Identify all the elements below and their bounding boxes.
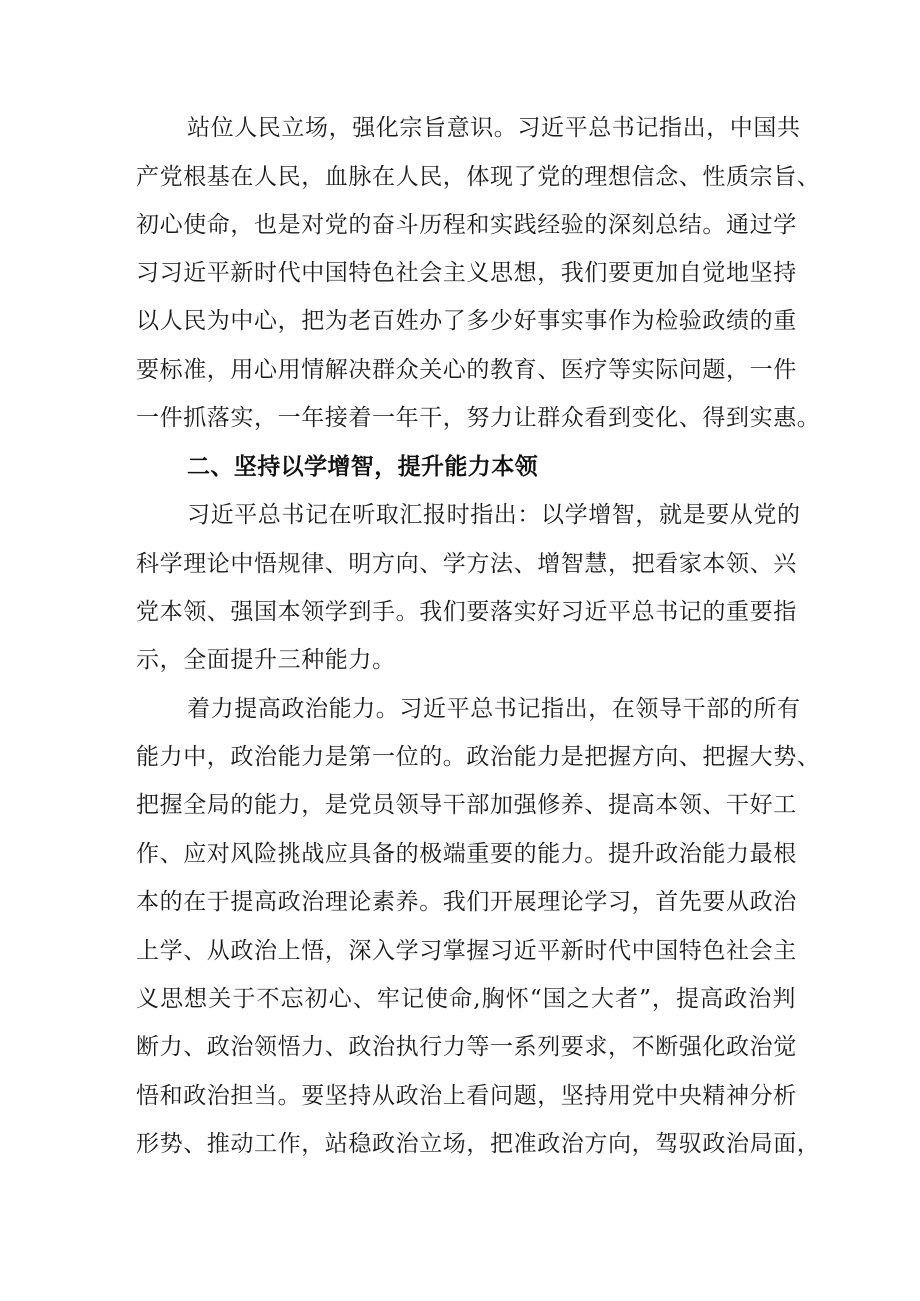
paragraph-line: 悟和政治担当。要坚持从政治上看问题，坚持用党中央精神分析 (136, 1083, 797, 1109)
paragraph-line: 本的在于提高政治理论素养。我们开展理论学习，首先要从政治 (136, 889, 797, 915)
paragraph-line: 习习近平新时代中国特色社会主义思想，我们要更加自觉地坚持 (136, 260, 797, 286)
paragraph-line: 一件抓落实，一年接着一年干，努力让群众看到变化、得到实惠。 (136, 405, 821, 431)
paragraph-line: 站位人民立场，强化宗旨意识。习近平总书记指出，中国共 (187, 115, 801, 141)
paragraph-line: 断力、政治领悟力、政治执行力等一系列要求，不断强化政治觉 (136, 1034, 797, 1060)
paragraph-line: 产党根基在人民，血脉在人民，体现了党的理想信念、性质宗旨、 (136, 164, 821, 190)
paragraph-line: 要标准，用心用情解决群众关心的教育、医疗等实际问题，一件 (136, 357, 797, 383)
paragraph-line: 作、应对风险挑战应具备的极端重要的能力。提升政治能力最根 (136, 841, 797, 867)
paragraph-line: 以人民为中心，把为老百姓办了多少好事实事作为检验政绩的重 (136, 308, 797, 334)
paragraph-line: 着力提高政治能力。习近平总书记指出，在领导干部的所有 (187, 696, 801, 722)
paragraph-line: 科学理论中悟规律、明方向、学方法、增智慧，把看家本领、兴 (136, 551, 797, 577)
paragraph-line: 初心使命，也是对党的奋斗历程和实践经验的深刻总结。通过学 (136, 212, 797, 238)
paragraph-line: 义思想关于不忘初心、牢记使命,胸怀“国之大者”，提高政治判 (136, 986, 796, 1012)
paragraph-line: 习近平总书记在听取汇报时指出：以学增智，就是要从党的 (187, 502, 801, 528)
paragraph-line: 上学、从政治上悟，深入学习掌握习近平新时代中国特色社会主 (136, 938, 797, 964)
paragraph-line: 示，全面提升三种能力。 (136, 647, 396, 673)
paragraph-line: 形势、推动工作，站稳政治立场，把准政治方向，驾驭政治局面， (136, 1131, 821, 1157)
paragraph-line: 党本领、强国本领学到手。我们要落实好习近平总书记的重要指 (136, 599, 797, 625)
paragraph-line: 能力中，政治能力是第一位的。政治能力是把握方向、把握大势、 (136, 744, 821, 770)
section-heading: 二、坚持以学增智，提升能力本领 (187, 454, 538, 480)
paragraph-line: 把握全局的能力，是党员领导干部加强修养、提高本领、干好工 (136, 792, 797, 818)
